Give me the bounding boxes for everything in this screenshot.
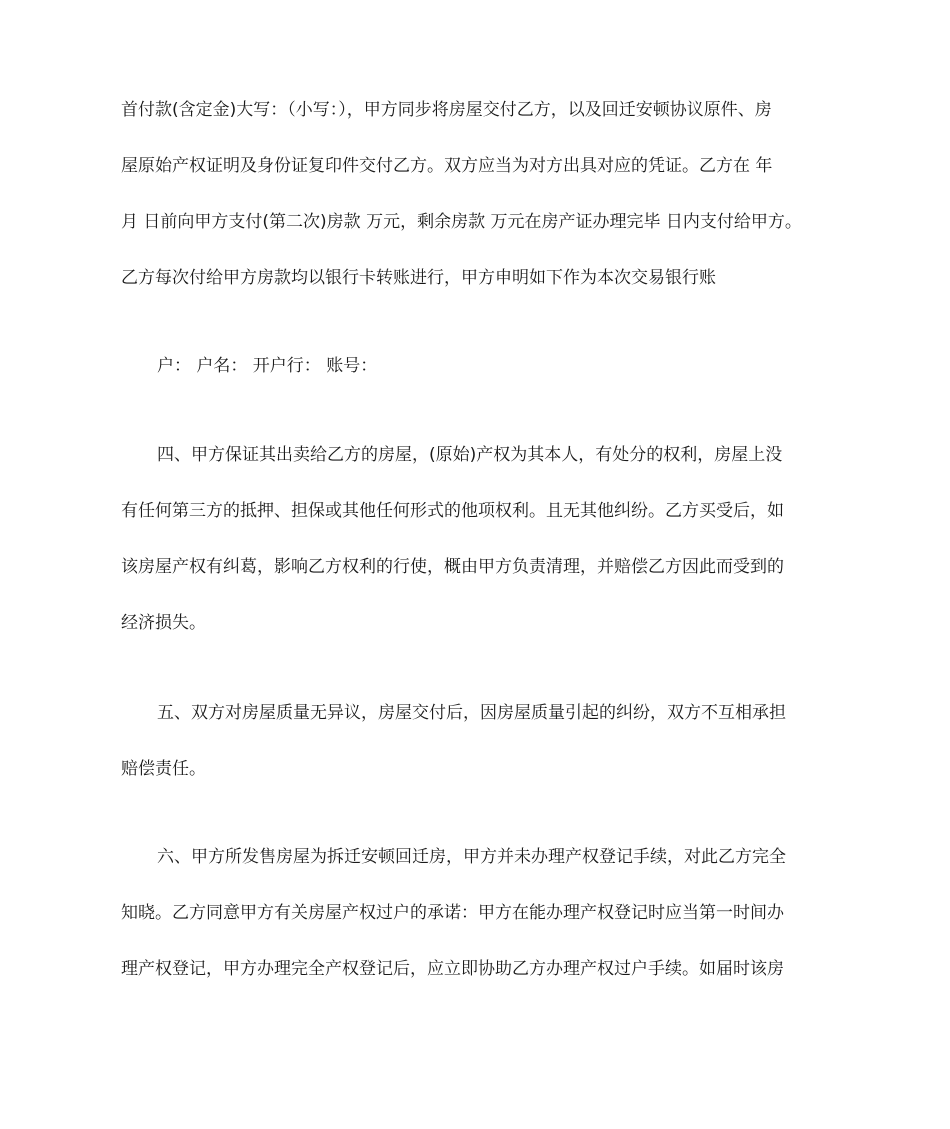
clause-four-line-3: 该房屋产权有纠葛，影响乙方权利的行使，概由甲方负责清理，并赔偿乙方因此而受到的 <box>121 557 784 577</box>
clause-four-line-2: 有任何第三方的抵押、担保或其他任何形式的他项权利。且无其他纠纷。乙方买受后，如 <box>121 501 784 521</box>
clause-six-line-3: 理产权登记，甲方办理完全产权登记后，应立即协助乙方办理产权过户手续。如届时该房 <box>121 959 784 979</box>
clause-five-line-2: 赔偿责任。 <box>121 759 206 779</box>
text-line-1: 首付款(含定金)大写：（小写：），甲方同步将房屋交付乙方，以及回迁安顿协议原件、房 <box>121 100 772 120</box>
clause-six-line-2: 知晓。乙方同意甲方有关房屋产权过户的承诺：甲方在能办理产权登记时应当第一时间办 <box>121 903 784 923</box>
clause-six-line-1: 六、甲方所发售房屋为拆迁安顿回迁房，甲方并未办理产权登记手续，对此乙方完全 <box>157 847 786 867</box>
clause-four-line-4: 经济损失。 <box>121 613 206 633</box>
clause-five-line-1: 五、双方对房屋质量无异议，房屋交付后，因房屋质量引起的纠纷，双方不互相承担 <box>157 703 786 723</box>
bank-account-line: 户： 户名： 开户行： 账号： <box>157 356 378 376</box>
text-line-4: 乙方每次付给甲方房款均以银行卡转账进行，甲方申明如下作为本次交易银行账 <box>121 268 716 288</box>
text-line-2: 屋原始产权证明及身份证复印件交付乙方。双方应当为对方出具对应的凭证。乙方在 年 <box>121 156 773 176</box>
text-line-3: 月 日前向甲方支付(第二次)房款 万元，剩余房款 万元在房产证办理完毕 日内支付给甲方。 <box>121 212 802 232</box>
clause-four-line-1: 四、甲方保证其出卖给乙方的房屋，(原始)产权为其本人，有处分的权利，房屋上没 <box>157 445 783 465</box>
